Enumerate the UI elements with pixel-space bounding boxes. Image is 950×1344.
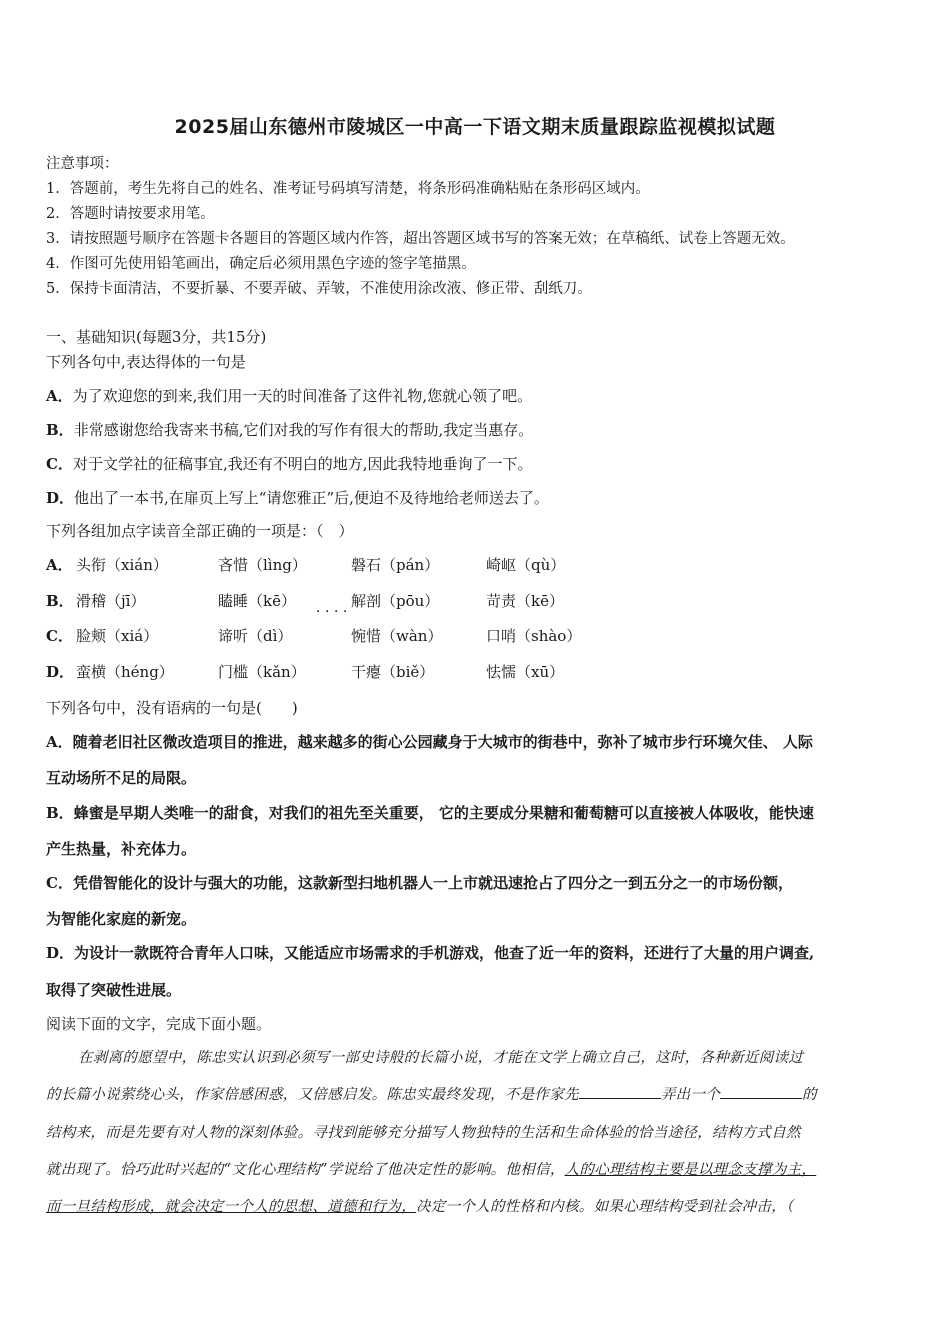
question-stem: 下列各句中,表达得体的一句是 bbox=[46, 353, 246, 371]
option-d-cont: 取得了突破性进展。 bbox=[46, 981, 182, 999]
option-text: 蜂蜜是早期人类唯一的甜食，对我们的祖先至关重要， 它的主要成分果糖和葡萄糖可以直接被人体吸收，能快速 bbox=[73, 804, 814, 822]
passage-line: 结构来，而是先要有对人物的深刻体验。寻找到能够充分描写人物独特的生活和生命体验的恰当途径，结构方式自然 bbox=[46, 1125, 801, 1141]
option-c-cont: 为智能化家庭的新宠。 bbox=[46, 910, 197, 928]
passage-text: 的长篇小说萦绕心头，作家倍感困惑，又倍感启发。陈忠实最终发现，不是作家先 bbox=[46, 1087, 579, 1103]
pinyin-cell: 蛮横（héng） bbox=[76, 663, 174, 681]
option-b bbox=[46, 419, 533, 440]
option-c bbox=[46, 453, 533, 474]
page-title: 2025届山东德州市陵城区一中高一下语文期末质量跟踪监视模拟试题 bbox=[174, 116, 776, 138]
pinyin-cell: 苛责（kē） bbox=[486, 592, 564, 610]
passage-text: 就出现了。恰巧此时兴起的“文化心理结构”学说给了他决定性的影响。他相信， bbox=[46, 1162, 565, 1178]
row-label: B． bbox=[46, 592, 74, 610]
option-a-cont: 互动场所不足的局限。 bbox=[46, 769, 197, 787]
passage-text: 的 bbox=[802, 1087, 817, 1103]
underlined-sentence: 人的心理结构主要是以理念支撑为主， bbox=[564, 1162, 817, 1178]
option-b-cont: 产生热量，补充体力。 bbox=[46, 840, 197, 858]
pinyin-cell: 解剖（pōu） bbox=[351, 592, 440, 610]
option-a bbox=[46, 385, 532, 406]
pinyin-cell: 干瘪（biě） bbox=[351, 663, 435, 681]
option-text: 非常感谢您给我寄来书稿,它们对我的写作有很大的帮助,我定当惠存。 bbox=[73, 421, 534, 439]
notice-item: 4．作图可先使用铅笔画出，确定后必须用黑色字迹的签字笔描黑。 bbox=[46, 256, 476, 272]
notice-item: 5．保持卡面清洁，不要折暴、不要弄破、弄皱，不准使用涂改液、修正带、刮纸刀。 bbox=[46, 281, 592, 297]
pinyin-cell: 脸颊（xiá） bbox=[76, 627, 159, 645]
fill-blank bbox=[720, 1084, 802, 1099]
passage-line bbox=[46, 1195, 794, 1216]
option-text: 凭借智能化的设计与强大的功能，这款新型扫地机器人一上市就迅速抢占了四分之一到五分之一的市场份额， bbox=[72, 874, 793, 892]
question-stem: 下列各组加点字读音全部正确的一项是：（ ） bbox=[46, 522, 354, 540]
passage-line: 在剥离的愿望中，陈忠实认识到必须写一部史诗般的长篇小说，才能在文学上确立自己，这时，各种新近阅读过 bbox=[78, 1050, 804, 1066]
passage-text: 弄出一个 bbox=[660, 1087, 720, 1103]
option-text: 他出了一本书,在扉页上写上“请您雅正”后,便迫不及待地给老师送去了。 bbox=[74, 489, 549, 507]
pinyin-cell: 滑稽（jī） bbox=[76, 592, 146, 610]
option-label: D． bbox=[46, 489, 75, 507]
pinyin-cell: 磐石（pán） bbox=[351, 556, 440, 574]
option-d bbox=[46, 942, 814, 963]
option-d bbox=[46, 487, 549, 508]
reading-intro: 阅读下面的文字，完成下面小题。 bbox=[46, 1015, 272, 1033]
question-stem: 下列各句中，没有语病的一句是( ) bbox=[46, 699, 298, 717]
row-label: A． bbox=[46, 556, 73, 574]
fill-blank bbox=[579, 1084, 661, 1099]
pinyin-cell: 吝惜（lìng） bbox=[218, 556, 307, 574]
option-label: A． bbox=[46, 733, 73, 751]
passage-line bbox=[46, 1158, 816, 1179]
option-label: C． bbox=[46, 874, 73, 892]
option-b bbox=[46, 802, 814, 823]
option-text: 为了欢迎您的到来,我们用一天的时间准备了这件礼物,您就心领了吧。 bbox=[72, 387, 533, 405]
option-label: B． bbox=[46, 421, 74, 439]
emphasis-dots: ．．．． bbox=[316, 600, 359, 616]
pinyin-cell: 惋惜（wàn） bbox=[351, 627, 443, 645]
section-heading: 一、基础知识(每题3分，共15分) bbox=[46, 328, 267, 346]
notice-item: 1．答题前，考生先将自己的姓名、准考证号码填写清楚，将条形码准确粘贴在条形码区域内。 bbox=[46, 181, 650, 197]
row-label: C． bbox=[46, 627, 73, 645]
option-text: 为设计一款既符合青年人口味，又能适应市场需求的手机游戏，他查了近一年的资料，还进行了大量的用户调查, bbox=[74, 944, 815, 962]
pinyin-cell: 崎岖（qù） bbox=[486, 556, 566, 574]
notice-item: 2．答题时请按要求用笔。 bbox=[46, 206, 215, 222]
option-label: B． bbox=[46, 804, 74, 822]
option-text: 随着老旧社区微改造项目的推进，越来越多的街心公园藏身于大城市的街巷中，弥补了城市步行环境欠佳、 人际 bbox=[72, 733, 813, 751]
option-c bbox=[46, 872, 793, 893]
passage-text: 决定一个人的性格和内核。如果心理结构受到社会冲击，（ bbox=[416, 1199, 794, 1215]
option-a bbox=[46, 731, 813, 752]
underlined-sentence: 而一旦结构形成，就会决定一个人的思想、道德和行为， bbox=[46, 1199, 416, 1215]
notice-item: 3．请按照题号顺序在答题卡各题目的答题区域内作答，超出答题区域书写的答案无效；在草稿纸、试卷上答题无效。 bbox=[46, 231, 795, 247]
pinyin-cell: 怯懦（xū） bbox=[486, 663, 565, 681]
pinyin-cell: 门槛（kǎn） bbox=[218, 663, 306, 681]
option-text: 对于文学社的征稿事宜,我还有不明白的地方,因此我特地垂询了一下。 bbox=[72, 455, 533, 473]
passage-line bbox=[46, 1083, 817, 1104]
pinyin-cell: 谛听（dì） bbox=[218, 627, 293, 645]
pinyin-cell: 口哨（shào） bbox=[486, 627, 582, 645]
notice-heading: 注意事项： bbox=[46, 156, 119, 172]
pinyin-cell: 头衔（xián） bbox=[76, 556, 168, 574]
option-label: D． bbox=[46, 944, 75, 962]
row-label: D． bbox=[46, 663, 75, 681]
pinyin-cell: 瞌睡（kē） bbox=[218, 592, 296, 610]
option-label: A． bbox=[46, 387, 73, 405]
option-label: C． bbox=[46, 455, 73, 473]
